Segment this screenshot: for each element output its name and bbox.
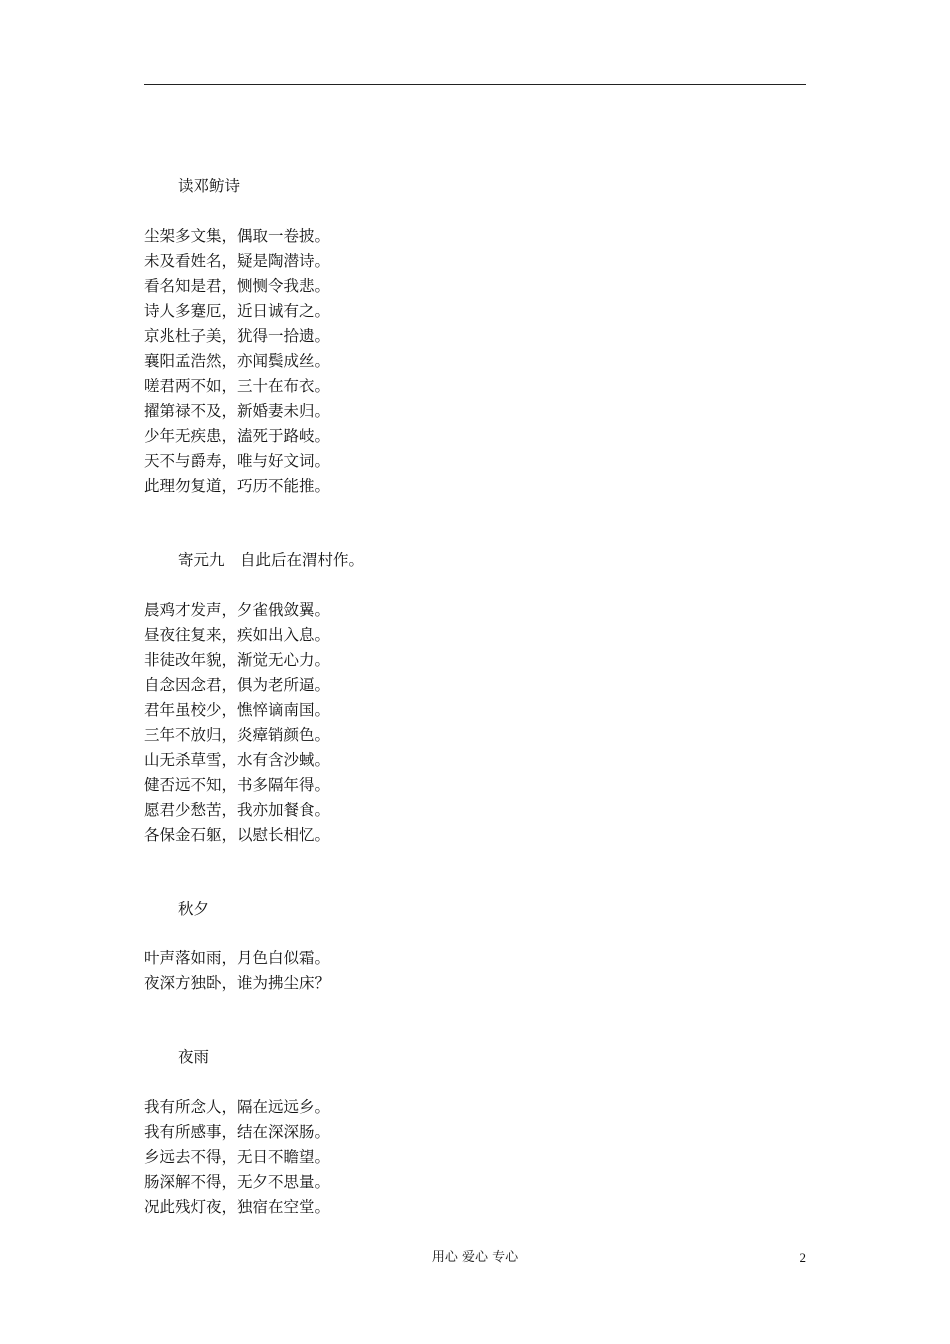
poem-line: 愿君少愁苦，我亦加餐食。 [144,801,331,819]
poem-line: 京兆杜子美，犹得一拾遗。 [144,327,331,345]
poem-line: 天不与爵寿，唯与好文词。 [144,452,331,470]
poem-title: 寄元九 自此后在渭村作。 [178,551,365,569]
poem-line: 擢第禄不及，新婚妻未归。 [144,402,331,420]
poem-line: 诗人多蹇厄，近日诚有之。 [144,302,331,320]
page-number: 2 [799,1250,806,1265]
poem-line: 看名知是君，恻恻令我悲。 [144,277,331,295]
poem-line: 少年无疾患，溘死于路岐。 [144,427,331,445]
poem-line: 我有所念人，隔在远远乡。 [144,1098,331,1116]
poem-title: 读邓鲂诗 [178,177,241,195]
poem-line: 襄阳孟浩然，亦闻鬓成丝。 [144,352,331,370]
poem-title: 夜雨 [178,1048,210,1066]
poem-line: 非徒改年貌，渐觉无心力。 [144,651,331,669]
poem-title: 秋夕 [178,900,210,918]
poem-line: 山无杀草雪，水有含沙蜮。 [144,751,331,769]
poem-line: 君年虽校少，憔悴谪南国。 [144,701,331,719]
poem-line: 此理勿复道，巧历不能推。 [144,477,331,495]
poem-line: 况此残灯夜，独宿在空堂。 [144,1198,331,1216]
poem-line: 晨鸡才发声，夕雀俄敛翼。 [144,601,331,619]
footer-slogan: 用心 爱心 专心 [431,1250,519,1265]
poem-line: 未及看姓名，疑是陶潜诗。 [144,252,331,270]
poem-line: 三年不放归，炎瘴销颜色。 [144,726,331,744]
poem-lines [144,946,330,996]
poem-line: 各保金石躯，以慰长相忆。 [144,826,331,844]
header-rule [144,84,806,85]
poem-line: 尘架多文集，偶取一卷披。 [144,227,331,245]
poem-line: 肠深解不得，无夕不思量。 [144,1173,331,1191]
poem-line: 健否远不知，书多隔年得。 [144,776,331,794]
poem-line: 夜深方独卧，谁为拂尘床？ [144,974,331,992]
poem-line: 我有所感事，结在深深肠。 [144,1123,331,1141]
poem-lines [144,598,330,848]
poem-line: 乡远去不得，无日不瞻望。 [144,1148,331,1166]
poem-line: 嗟君两不如，三十在布衣。 [144,377,331,395]
poem-lines [144,1095,330,1220]
poem-line: 昼夜往复来，疾如出入息。 [144,626,331,644]
poem-line: 自念因念君，俱为老所逼。 [144,676,331,694]
poem-line: 叶声落如雨，月色白似霜。 [144,949,331,967]
poem-lines [144,224,330,499]
